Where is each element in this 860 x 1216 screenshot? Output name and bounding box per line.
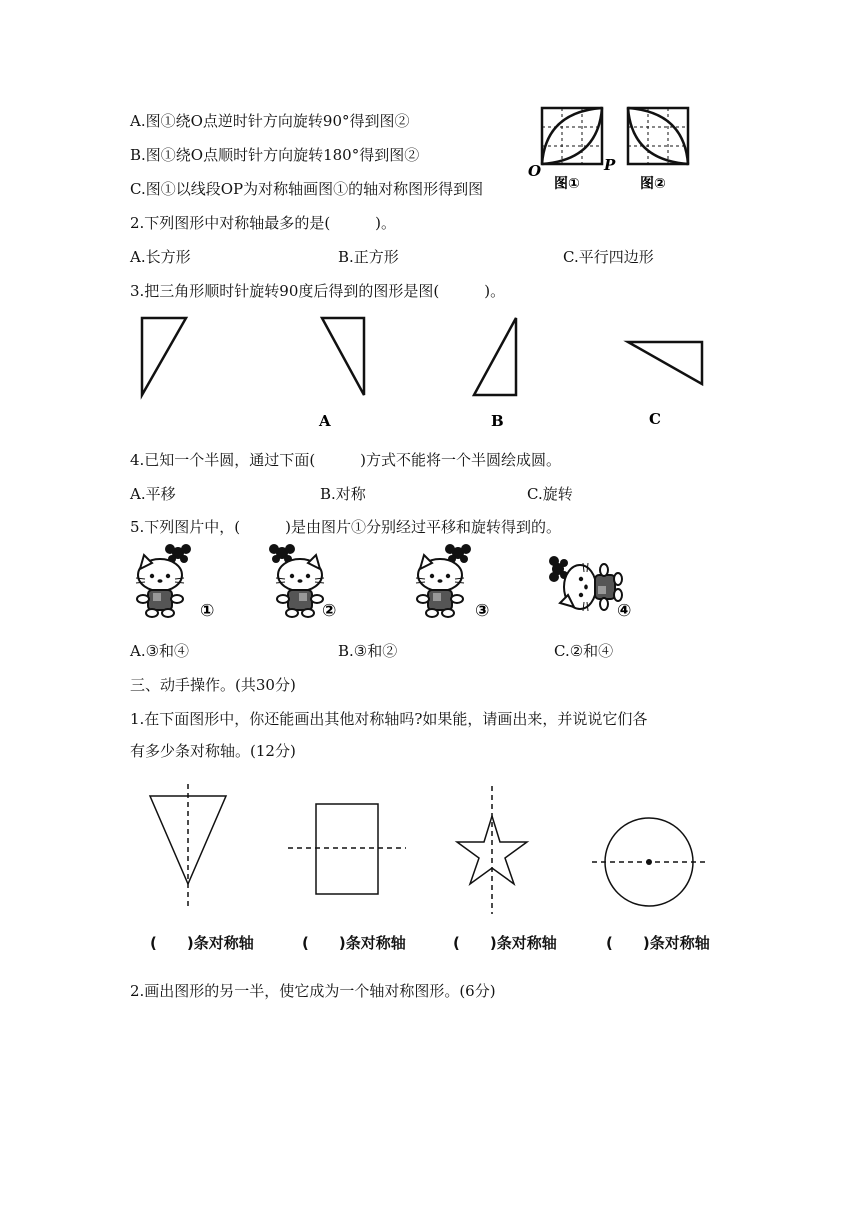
q5-picture-4: [549, 556, 622, 611]
rectangle-axis-count-caption: ( )条对称轴: [302, 934, 406, 952]
q1-grid-1: [542, 108, 602, 164]
q5-label-2: ②: [322, 601, 337, 621]
section3-title: 三、动手操作。(共30分): [130, 676, 296, 694]
q1-point-p: P: [604, 156, 616, 174]
q2-option-c: C.平行四边形: [563, 248, 654, 266]
q5-pictures: [130, 545, 650, 630]
q5-option-a: A.③和④: [130, 642, 190, 660]
q3-triangle-a: [322, 318, 364, 395]
rectangle-shape: [316, 804, 378, 894]
q5-option-b: B.③和②: [338, 642, 398, 660]
q5-picture-2: [269, 544, 324, 617]
q5-label-3: ③: [475, 601, 490, 621]
q4-stem: 4.已知一个半圆，通过下面( )方式不能将一个半圆绘成圆。: [130, 451, 562, 469]
q3-label-a: A: [319, 412, 331, 430]
q1-figure: [520, 100, 700, 200]
q5-picture-1: [136, 544, 191, 617]
q2-stem: 2.下列图形中对称轴最多的是( )。: [130, 214, 397, 232]
section3-q1-line2: 有多少条对称轴。(12分): [130, 742, 296, 760]
q5-option-c: C.②和④: [554, 642, 614, 660]
q2-option-a: A.长方形: [130, 248, 191, 266]
q3-label-c: C: [649, 410, 661, 428]
section3-q2: 2.画出图形的另一半，使它成为一个轴对称图形。(6分): [130, 982, 496, 1000]
triangle-axis-count-caption: ( )条对称轴: [150, 934, 254, 952]
q4-option-b: B.对称: [320, 485, 366, 503]
q4-option-a: A.平移: [130, 485, 176, 503]
q1-fig2-label: 图②: [640, 176, 666, 192]
q3-triangle-b: [474, 318, 516, 395]
q1-option-a: A.图①绕O点逆时针方向旋转90°得到图②: [130, 112, 410, 130]
circle-axis-count-caption: ( )条对称轴: [606, 934, 710, 952]
q5-stem: 5.下列图片中，( )是由图片①分别经过平移和旋转得到的。: [130, 518, 562, 536]
q5-picture-3: [416, 544, 471, 617]
q2-option-b: B.正方形: [338, 248, 399, 266]
q3-label-b: B: [491, 412, 504, 430]
q1-option-b: B.图①绕O点顺时针方向旋转180°得到图②: [130, 146, 420, 164]
star-axis-count-caption: ( )条对称轴: [453, 934, 557, 952]
q1-grid-2: [628, 108, 688, 164]
q3-triangles: [130, 310, 730, 435]
q5-label-4: ④: [617, 601, 632, 621]
symmetry-shapes: [130, 780, 730, 920]
q5-label-1: ①: [200, 601, 215, 621]
q1-point-o: O: [528, 162, 542, 180]
q1-option-c: C.图①以线段OP为对称轴画图①的轴对称图形得到图: [130, 180, 484, 198]
section3-q1-line1: 1.在下面图形中，你还能画出其他对称轴吗?如果能，请画出来，并说说它们各: [130, 710, 648, 728]
q1-fig1-label: 图①: [554, 176, 580, 192]
q3-stem: 3.把三角形顺时针旋转90度后得到的图形是图( )。: [130, 282, 506, 300]
q3-triangle-c: [628, 342, 702, 384]
q4-option-c: C.旋转: [527, 485, 573, 503]
q3-original-triangle: [142, 318, 186, 395]
